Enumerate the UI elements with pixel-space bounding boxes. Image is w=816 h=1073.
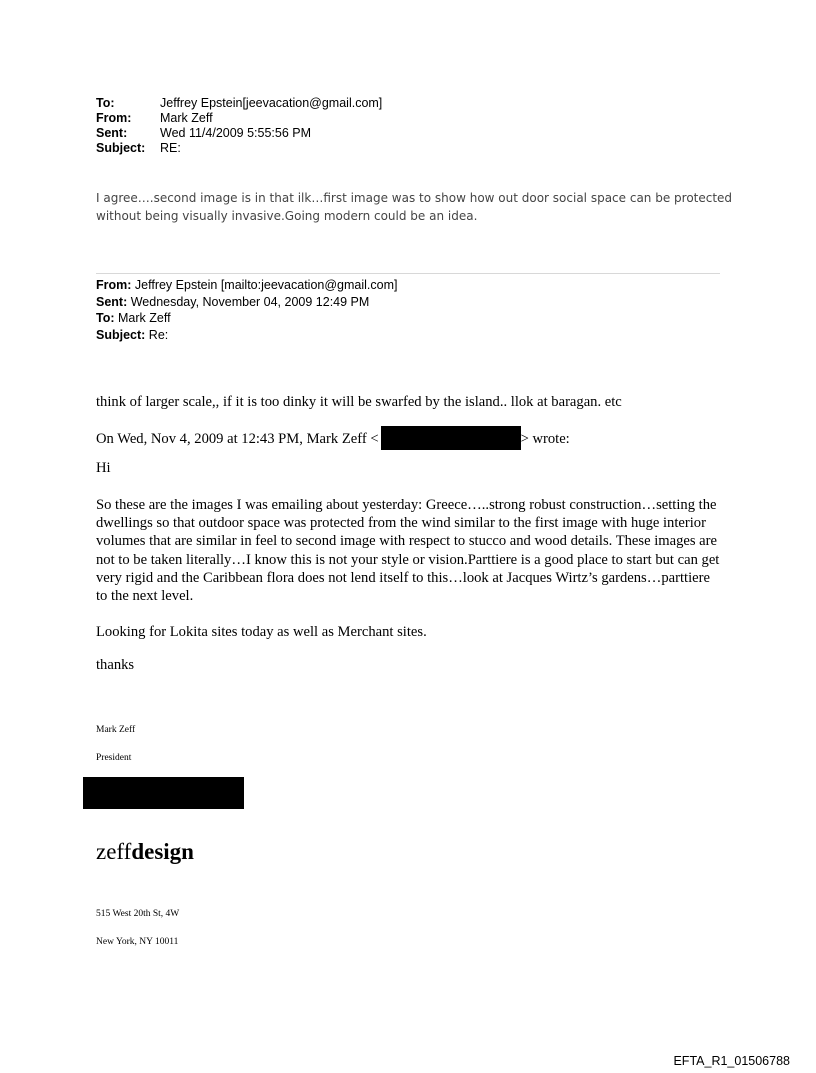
quoted-sent-value: Wednesday, November 04, 2009 12:49 PM [127, 294, 370, 309]
quoted-sent-label: Sent: [96, 294, 128, 309]
greeting: Hi [96, 460, 111, 476]
main-paragraph: So these are the images I was emailing about yesterday: Greece…..strong robust construction…setting the dwellings so that outdoor space was protected from the wind similar to the first image with huge interior volumes that are similar in feel to second image with respect to stucco and wood details. These images are not to be taken literally…I know this is not your style or vision.Parttiere is a good place to start but can get very rigid and the Caribbean flora does not lend itself to this…look at Jacques Wirtz’s gardens…parttiere to the next level. [96, 497, 720, 605]
logo-light: zeff [96, 839, 132, 864]
subject-value: RE: [160, 141, 181, 155]
quoted-sent-row [96, 294, 397, 311]
thanks-line: thanks [96, 657, 135, 673]
sent-value: Wed 11/4/2009 5:55:56 PM [160, 126, 312, 140]
email-header [96, 96, 382, 156]
quoted-from-value: Jeffrey Epstein [mailto:jeevacation@gmail.com] [131, 278, 398, 292]
quoted-subject-label: Subject: [96, 327, 146, 342]
reply-body: I agree….second image is in that ilk…first image was to show how out door social space can be protected without being visually invasive.Going modern could be an idea. [96, 191, 733, 223]
from-label: From: [96, 111, 132, 125]
signature-name: Mark Zeff [96, 725, 136, 735]
subject-label: Subject: [96, 141, 146, 155]
body-line-scale: think of larger scale,, if it is too dinky it will be swarfed by the island.. llok at baragan. etc [96, 394, 622, 410]
quoted-header [96, 277, 397, 343]
header-to-row [96, 96, 382, 111]
quoted-subject-row [96, 327, 397, 344]
header-subject-row [96, 141, 382, 156]
to-value: Jeffrey Epstein[jeevacation@gmail.com] [160, 96, 383, 110]
quote-divider [96, 273, 720, 274]
header-sent-row [96, 126, 382, 141]
sent-label: Sent: [96, 126, 128, 140]
on-wed-prefix: On Wed, Nov 4, 2009 at 12:43 PM, Mark Zeff < [96, 431, 379, 447]
quoted-from-label: From: [96, 278, 132, 292]
address-line-2: New York, NY 10011 [96, 937, 179, 947]
logo-bold: design [131, 839, 194, 864]
quoted-to-value: Mark Zeff [114, 311, 171, 325]
from-value: Mark Zeff [160, 111, 213, 125]
document-id: EFTA_R1_01506788 [673, 1054, 790, 1068]
quoted-subject-value: Re: [145, 327, 169, 342]
redacted-email [381, 426, 521, 450]
redacted-block [83, 777, 244, 809]
header-from-row [96, 111, 382, 126]
looking-line: Looking for Lokita sites today as well as Merchant sites. [96, 624, 427, 640]
signature-title: President [96, 753, 132, 763]
on-wed-suffix: > wrote: [520, 431, 570, 447]
quoted-to-row [96, 310, 397, 327]
address-line-1: 515 West 20th St, 4W [96, 909, 180, 919]
quoted-to-label: To: [96, 311, 115, 325]
zeffdesign-logo [96, 839, 194, 865]
on-wed-line [96, 426, 570, 450]
to-label: To: [96, 96, 115, 110]
quoted-from-row [96, 277, 397, 294]
